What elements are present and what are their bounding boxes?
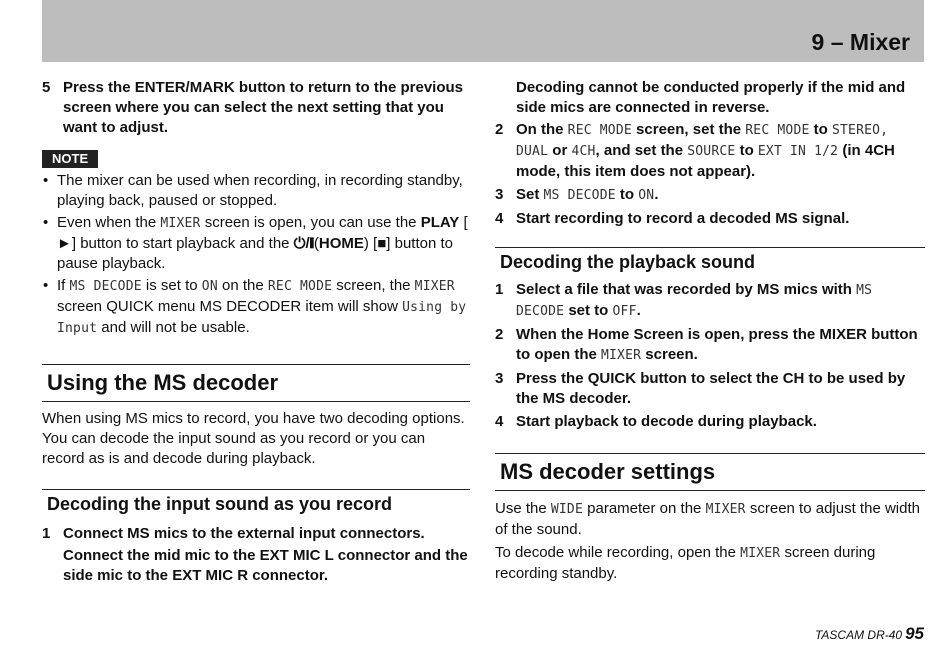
stop-icon: ■	[377, 235, 387, 252]
step-2	[495, 325, 925, 366]
off-term: OFF	[612, 304, 637, 319]
section-heading: Using the MS decoder	[42, 364, 470, 402]
text: (in 4CH mode, this item does not appear).	[516, 142, 895, 180]
home-term: HOME	[318, 235, 364, 252]
text: to	[809, 121, 832, 138]
step-4	[495, 209, 925, 229]
step-2	[495, 120, 925, 182]
text: (	[313, 235, 319, 252]
play-term: PLAY	[420, 214, 460, 231]
subsection-heading: Decoding the input sound as you record	[42, 489, 470, 516]
text: set to	[564, 302, 613, 319]
text: Select a file that was recorded by MS mics with	[516, 281, 857, 298]
step-number: 5	[42, 79, 51, 96]
text: ) [	[363, 235, 378, 252]
play-icon: ►	[57, 235, 72, 252]
step-1	[495, 280, 925, 322]
on-term: ON	[201, 279, 218, 294]
rec-mode-term: REC MODE	[267, 279, 333, 294]
text: .	[636, 302, 641, 319]
on-term: ON	[638, 188, 655, 203]
text: .	[654, 186, 659, 203]
text: or	[548, 142, 572, 159]
step-text: Press the ENTER/MARK button to return to the previous screen where you can select the next setting that you want to adjust.	[63, 79, 464, 136]
subsection-heading: Decoding the playback sound	[495, 247, 925, 274]
4ch-term: 4CH	[571, 144, 596, 159]
step-text: Connect MS mics to the external input connectors.	[63, 525, 425, 542]
step-number: 1	[495, 281, 504, 298]
text: On the	[516, 121, 568, 138]
step-number: 3	[495, 186, 504, 203]
text: Even when the	[57, 214, 161, 231]
note-badge: NOTE	[42, 150, 98, 168]
source-term: SOURCE	[687, 144, 736, 159]
text: ] button to pause playback.	[57, 235, 453, 272]
text: , and set the	[595, 142, 688, 159]
text: on the	[217, 277, 268, 294]
header-bar	[42, 0, 924, 62]
section-body: When using MS mics to record, you have two decoding options. You can decode the input sound as you record or you can record as is and decode during playback.	[42, 410, 465, 467]
text: screen during recording standby.	[495, 544, 876, 582]
product-name: TASCAM DR-40	[814, 628, 903, 642]
section-paragraph	[495, 499, 925, 540]
text: ] button to start playback and the	[71, 235, 294, 252]
chapter-title: 9 – Mixer	[811, 29, 910, 55]
using-by-input-term: Using by Input	[57, 300, 467, 336]
step-1	[42, 524, 470, 544]
text: Set	[516, 186, 544, 203]
note-text: The mixer can be used when recording, in recording standby, playing back, paused or stopped.	[57, 172, 463, 209]
step-number: 1	[42, 525, 51, 542]
mixer-term: MIXER	[160, 216, 201, 231]
note-item: • The mixer can be used when recording, in recording standby, playing back, paused or stopped.	[43, 172, 463, 209]
text: When the Home Screen is open, press the MIXER button to open the	[516, 326, 918, 363]
text: screen, the	[332, 277, 415, 294]
rec-mode-term: REC MODE	[745, 123, 810, 138]
step-text: Start playback to decode during playback.	[516, 413, 817, 430]
text: to	[615, 186, 639, 203]
step-number: 2	[495, 121, 504, 138]
step-number: 4	[495, 210, 504, 227]
page-footer	[815, 624, 924, 645]
text: screen QUICK menu MS DECODER item will show	[57, 298, 403, 315]
step-3	[495, 185, 925, 206]
step-text: Press the QUICK button to select the CH to be used by the MS decoder.	[516, 370, 906, 407]
right-column	[495, 78, 925, 584]
note-item: • If MS DECODE is set to ON on the REC MODE screen, the MIXER screen QUICK menu MS DECODER item will show Using by Input and will not be usable.	[43, 277, 467, 336]
text: To decode while recording, open the	[495, 544, 741, 561]
text: screen is open, you can use the	[200, 214, 421, 231]
mixer-term: MIXER	[705, 502, 746, 517]
mixer-term: MIXER	[601, 348, 642, 363]
ms-decode-term: MS DECODE	[69, 279, 142, 294]
text: screen.	[641, 346, 698, 363]
step-3	[495, 369, 925, 409]
page-number: 95	[905, 624, 924, 643]
text: and will not be usable.	[97, 319, 250, 336]
section-paragraph	[495, 543, 925, 584]
ext-in-term: EXT IN 1/2	[757, 144, 839, 159]
section-heading: MS decoder settings	[495, 453, 925, 491]
step-number: 4	[495, 413, 504, 430]
stereo-dual-term: STEREO, DUAL	[516, 123, 889, 159]
step-number: 3	[495, 370, 504, 387]
wide-term: WIDE	[550, 502, 583, 517]
rec-mode-term: REC MODE	[567, 123, 632, 138]
step-4	[495, 412, 925, 432]
step-1-continued: Decoding cannot be conducted properly if the mid and side mics are connected in reverse.	[516, 79, 906, 116]
text: to	[735, 142, 758, 159]
text: is set to	[141, 277, 202, 294]
ms-decode-term: MS DECODE	[516, 283, 873, 319]
step-number: 2	[495, 326, 504, 343]
text: [	[459, 214, 468, 231]
mixer-term: MIXER	[740, 546, 781, 561]
text: If	[57, 277, 70, 294]
text: screen to adjust the width of the sound.	[495, 500, 920, 538]
note-item: • Even when the MIXER screen is open, you can use the PLAY [►] button to start playback and the ⏻/❙(HOME) [■] button to pause playback.	[43, 214, 468, 272]
left-column	[42, 78, 470, 586]
text: screen, set the	[631, 121, 746, 138]
text: Use the	[495, 500, 551, 517]
text: parameter on the	[582, 500, 706, 517]
mixer-term: MIXER	[414, 279, 455, 294]
ms-decode-term: MS DECODE	[543, 188, 616, 203]
step-text: Start recording to record a decoded MS signal.	[516, 210, 850, 227]
home-power-icon: ⏻/❙	[293, 235, 314, 252]
note-list	[42, 171, 470, 339]
step-1-detail: Connect the mid mic to the EXT MIC L connector and the side mic to the EXT MIC R connector.	[63, 547, 468, 584]
step-5	[42, 78, 470, 138]
